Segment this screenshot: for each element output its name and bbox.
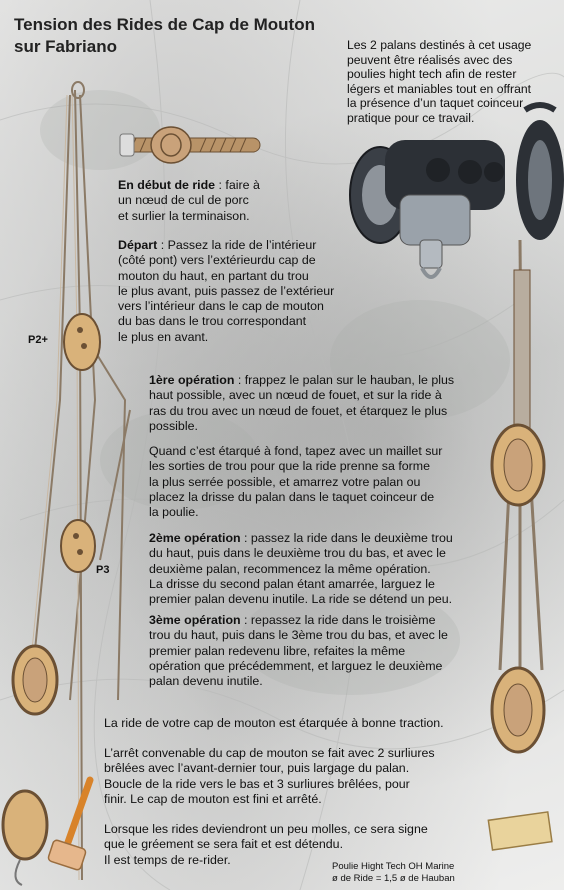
depart-line: le plus avant, puis passez de l’extérieur [118, 283, 335, 298]
op3-rest: : repassez la ride dans le troisième [240, 613, 436, 627]
title-line-1: Tension des Rides de Cap de Mouton [14, 15, 315, 34]
debut-label: En début de ride [118, 178, 216, 192]
etarque-line: la plus serrée possible, et amarrez votre palan ou [149, 474, 421, 489]
intro-line: Les 2 palans destinés à cet usage [347, 38, 532, 52]
intro-line: poulies hight tech afin de rester [347, 67, 517, 82]
op2-line: deuxième palan, recommencez la même opération. [149, 561, 431, 576]
op2-line: La drisse du second palan étant amarrée, larguez le [149, 576, 435, 591]
depart-label: Départ [118, 238, 158, 252]
op3-text [149, 613, 448, 689]
intro-line: la présence d’un taquet coinceur [347, 96, 524, 111]
debut-rest: : faire à [215, 178, 260, 192]
intro-line: peuvent être réalisés avec des [347, 52, 513, 67]
op2-line [149, 531, 453, 546]
op3-line: premier palan redevenu libre, refaites la même [149, 643, 406, 658]
depart-line [118, 238, 334, 253]
op1-line: ras du trou avec un nœud de fouet, et étarquez le plus [149, 403, 448, 418]
conclusion-line: Lorsque les rides deviendront un peu molles, ce sera signe [104, 822, 428, 836]
depart-line: du bas dans le trou correspondant [118, 314, 307, 329]
etarque-text [149, 444, 442, 520]
debut-line: et surlier la terminaison. [118, 208, 250, 223]
caption-line: Poulie Hight Tech OH Marine [332, 861, 455, 872]
etarque-line: placez la drisse du palan dans le taquet coinceur de [149, 489, 435, 504]
conclusion-line: L’arrêt convenable du cap de mouton se fait avec 2 surliures [104, 746, 435, 760]
conclusion-p1: La ride de votre cap de mouton est étarquée à bonne traction. [104, 716, 444, 730]
op3-label: 3ème opération [149, 613, 241, 627]
op3-line: palan devenu inutile. [149, 674, 263, 689]
debut-text [118, 178, 260, 224]
conclusion-line: finir. Le cap de mouton est fini et arrêté. [104, 791, 322, 806]
depart-line: vers l’intérieur dans le cap de mouton [118, 299, 324, 314]
op2-text [149, 531, 453, 607]
deadeye-rigging-right [470, 230, 564, 870]
op3-line: opération que précédemment, et larguez le deuxième [149, 658, 443, 673]
title-line-2: sur Fabriano [14, 37, 117, 56]
debut-line: un nœud de cul de porc [118, 193, 249, 208]
op1-text [149, 373, 454, 434]
op1-line: haut possible, avec un nœud de fouet, et sur la ride à [149, 388, 442, 403]
pulley-caption [332, 861, 455, 885]
caption-line: ø de Ride = 1,5 ø de Hauban [332, 873, 455, 884]
conclusion-p2 [104, 746, 435, 807]
op1-rest: : frappez le palan sur le hauban, le plus [234, 373, 455, 387]
depart-line: (côté pont) vers l’extérieurdu cap de [118, 253, 316, 268]
op3-line [149, 613, 448, 628]
op2-label: 2ème opération [149, 531, 241, 545]
debut-line [118, 178, 260, 193]
depart-text [118, 238, 334, 345]
op2-line: du haut, puis dans le deuxième trou du bas, et avec le [149, 546, 446, 561]
depart-rest: : Passez la ride de l’intérieur [157, 238, 317, 252]
op1-line: possible. [149, 418, 198, 433]
label-p2: P2+ [28, 334, 48, 346]
op3-line: trou du haut, puis dans le 3ème trou du bas, et avec le [149, 628, 448, 643]
mallet-illustration [30, 770, 110, 880]
intro-line: légers et maniables tout en offrant [347, 81, 532, 96]
etarque-line: les sorties de trou pour que la ride prenne sa forme [149, 459, 431, 474]
page-title [14, 14, 315, 58]
conclusion-line: que le gréement se sera fait et est détendu. [104, 837, 344, 852]
op1-label: 1ère opération [149, 373, 235, 387]
etarque-line: Quand c’est étarqué à fond, tapez avec un maillet sur [149, 444, 443, 458]
conclusion-line: brêlées avec l’avant-dernier tour, puis largage du palan. [104, 761, 410, 776]
op2-line: premier palan devenu inutile. La ride se détend un peu. [149, 592, 453, 607]
depart-line: le plus en avant. [118, 329, 209, 344]
label-p3: P3 [96, 564, 110, 576]
intro-line: pratique pour ce travail. [347, 110, 475, 125]
depart-line: mouton du haut, en partant du trou [118, 268, 309, 283]
op1-line [149, 373, 454, 388]
conclusion-line: Boucle de la ride vers le bas et 3 surliures brêlées, pour [104, 776, 410, 791]
op2-rest: : passez la ride dans le deuxième trou [240, 531, 453, 545]
conclusion-line: Il est temps de re-rider. [104, 852, 231, 867]
etarque-line: la poulie. [149, 505, 199, 520]
